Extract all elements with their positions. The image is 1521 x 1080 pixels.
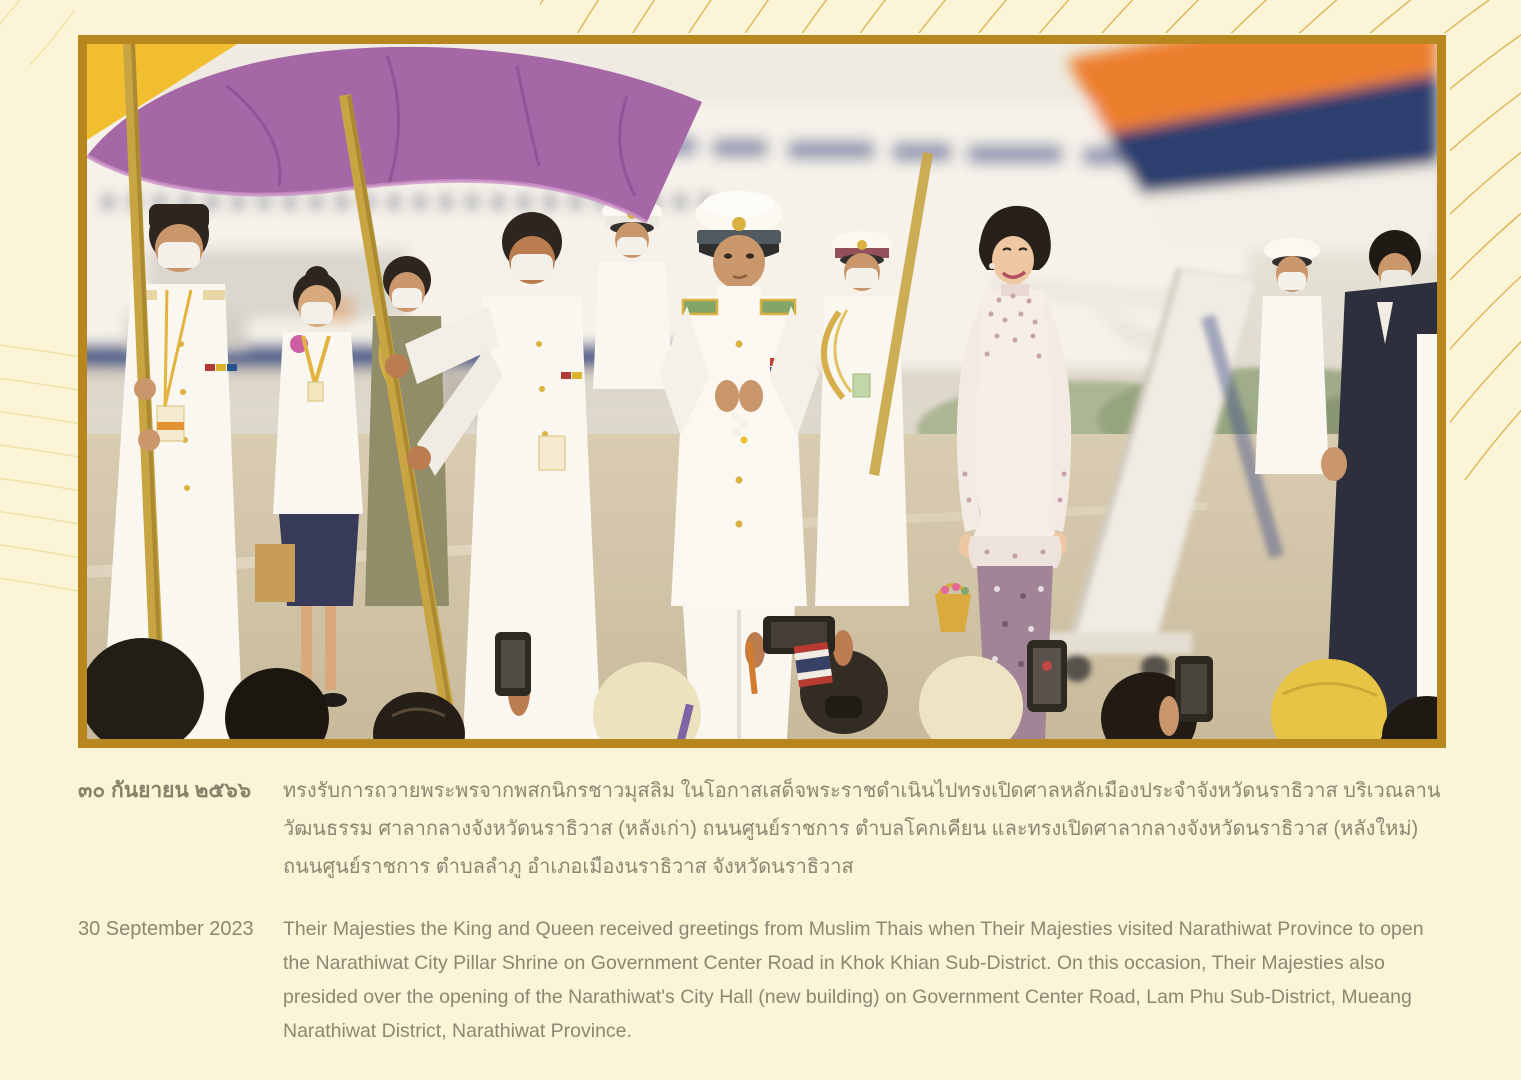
caption-date-english: 30 September 2023 — [78, 918, 254, 940]
caption-text-thai: ทรงรับการถวายพระพรจากพสกนิกรชาวมุสลิม ในโอกาสเสด็จพระราชดำเนินไปทรงเปิดศาลหลักเมืองประจำจังหวัดนราธิวาส บริเวณลานวัฒนธรรม ศาลากลางจังหวัดนราธิวาส (หลังเก่า) ถนนศูนย์ราชการ ตำบลโคกเคียน และทรงเปิดศาลากลางจังหวัดนราธิวาส (หลังใหม่) ถนนศูนย์ราชการ ตำบลลำภู อำเภอเมืองนราธิวาส จังหวัดนราธิวาส — [283, 780, 1441, 878]
warm-haze-overlay — [87, 44, 1437, 739]
caption-text-english: Their Majesties the King and Queen received greetings from Muslim Thais when Their Majesties visited Narathiwat Province to open the Narathiwat City Pillar Shrine on Government Center Road in Khok Khian Sub-District. On this occasion, Their Majesties also presided over the opening of the Narathiwat's City Hall (new building) on Government Center Road, Lam Phu Sub-District, Mueang Narathiwat District, Narathiwat Province. — [283, 918, 1424, 1042]
caption-block — [78, 772, 1446, 1048]
photo-illustration — [87, 44, 1437, 739]
caption-row-english — [78, 912, 1446, 1048]
caption-date-thai: ๓๐ กันยายน ๒๕๖๖ — [78, 779, 252, 802]
royal-visit-photo — [78, 35, 1446, 748]
caption-row-thai — [78, 772, 1446, 886]
